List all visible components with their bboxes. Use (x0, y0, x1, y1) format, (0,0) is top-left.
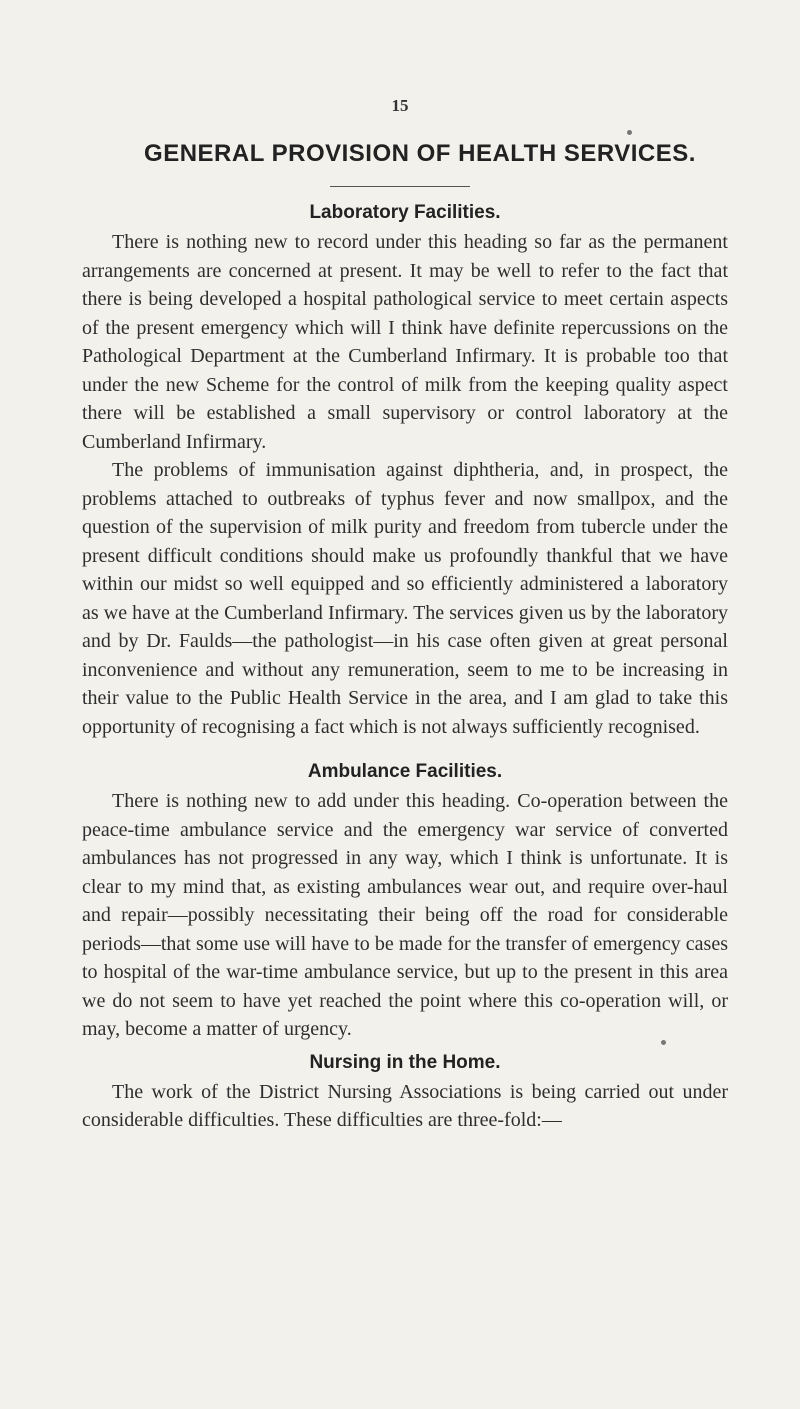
laboratory-paragraph-2: The problems of immunisation against diphtheria, and, in prospect, the problems attached to outbreaks of typhus fever and now smallpox, and the question of the supervision of milk purity and freedom from tubercle under the present difficult conditions should make us profoundly thankful that we have within our midst so well equipped and so efficiently administered a laboratory as we have at the Cumberland Infirmary. The services given us by the laboratory and by Dr. Faulds—the pathologist—in his case often given at great personal inconvenience and without any remuneration, seem to me to be increasing in their value to the Public Health Service in the area, and I am glad to take this opportunity of recognising a fact which is not always sufficiently recognised. (82, 459, 728, 738)
section-heading-laboratory: Laboratory Facilities. (309, 202, 501, 223)
print-speck (661, 1040, 666, 1045)
laboratory-paragraph-1: There is nothing new to record under this heading so far as the permanent arrangements are concerned at present. It may be well to refer to the fact that there is being developed a hospital pathological service to meet certain aspects of the present emergency which will I think have definite repercussions on the Pathological Department at the Cumberland Infirmary. It is probable too that under the new Scheme for the control of milk from the keeping quality aspect there will be established a small supervisory or control laboratory at the Cumberland Infirmary. (82, 231, 728, 453)
section-heading-ambulance: Ambulance Facilities. (307, 761, 503, 782)
title-divider (330, 186, 470, 187)
section-heading-nursing: Nursing in the Home. (309, 1051, 501, 1073)
print-speck (627, 130, 632, 135)
page-title: GENERAL PROVISION OF HEALTH SERVICES. (144, 140, 696, 167)
nursing-paragraph-1: The work of the District Nursing Associations is being carried out under considerable difficulties. These difficulties are three-fold:— (82, 1080, 728, 1131)
ambulance-paragraph-1: There is nothing new to add under this heading. Co-operation between the peace-time ambulance service and the emergency war service of converted ambulances has not progressed in any way, which I think is unfortunate. It is clear to my mind that, as existing ambulances wear out, and require over-haul and repair—possibly necessitating their being off the road for considerable periods—that some use will have to be made for the transfer of emergency cases to hospital of the war-time ambulance service, but up to the present in this area we do not seem to have yet reached the point where this co-operation will, or may, become a matter of urgency. (82, 790, 728, 1040)
page-number: 15 (391, 96, 409, 115)
